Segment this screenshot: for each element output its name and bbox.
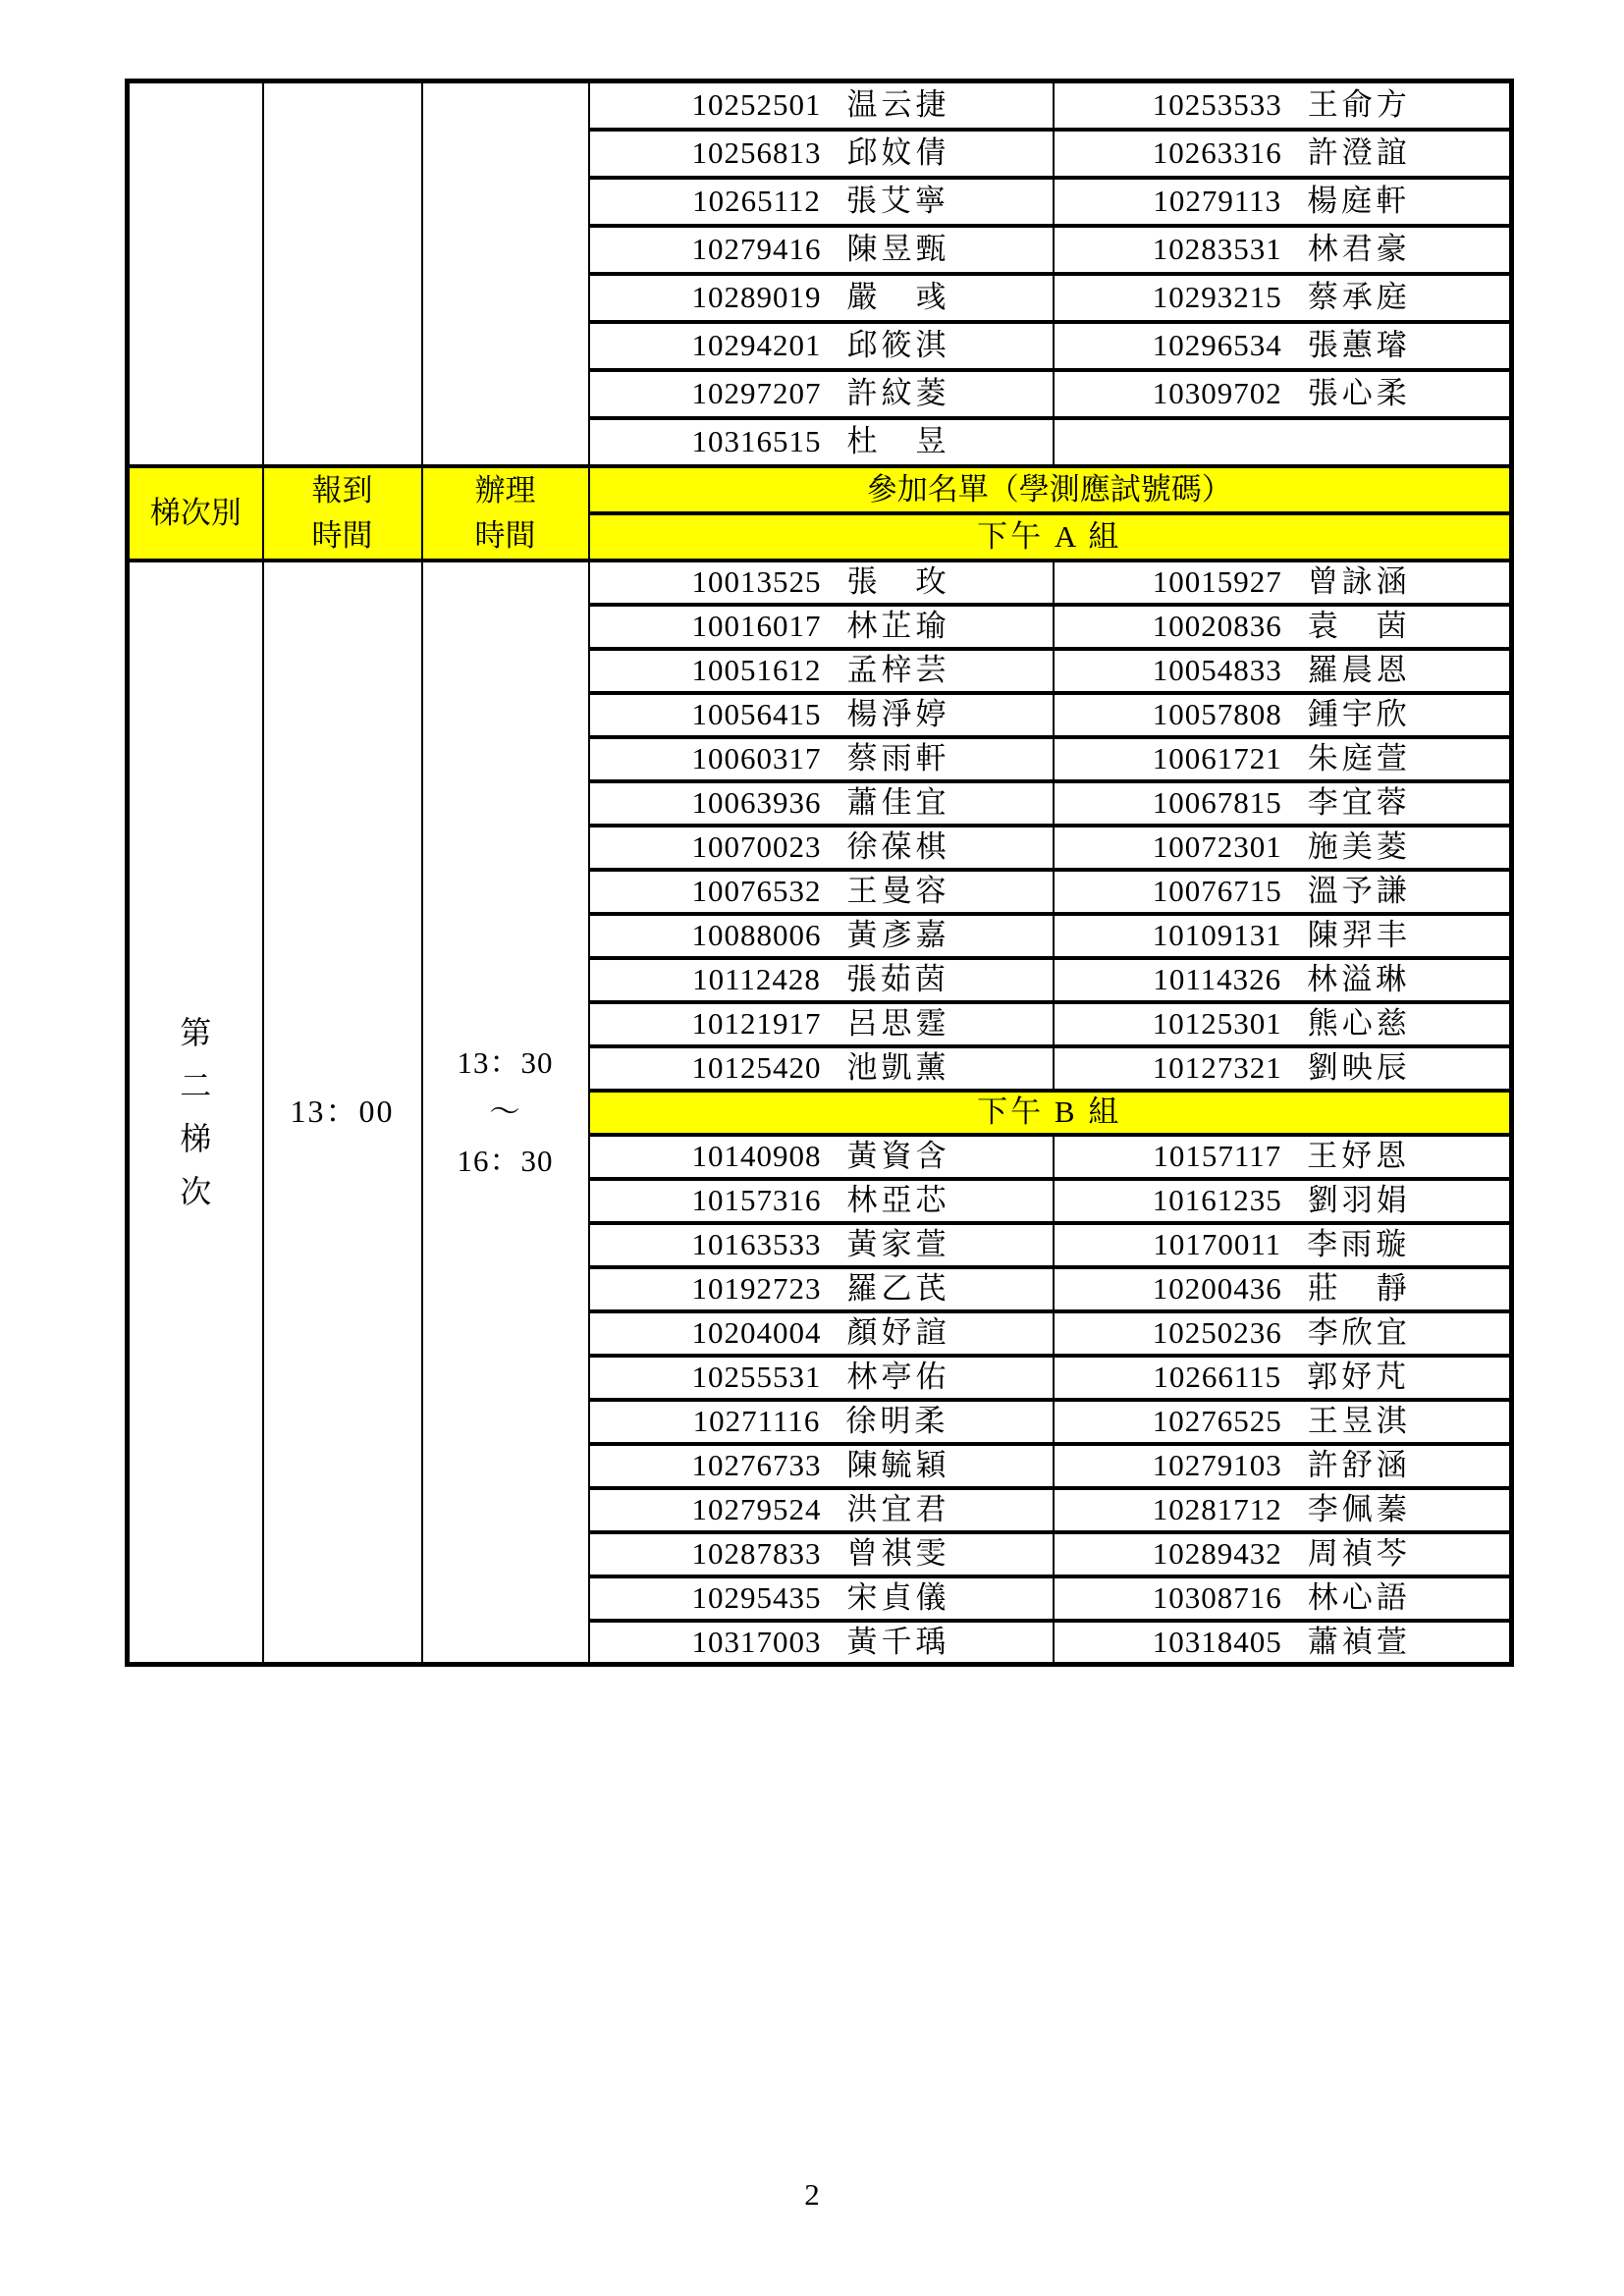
roster-cell [589,1444,1054,1488]
table-row [128,466,1512,513]
roster-cell [1054,1400,1512,1444]
candidate-id: 10157316 [691,1183,822,1218]
candidate-id: 10281712 [1152,1492,1282,1527]
roster-cell [1054,1311,1512,1356]
candidate-id: 10161235 [1152,1183,1282,1218]
empty-cell [263,81,422,466]
roster-cell [589,370,1054,418]
candidate-id: 10121917 [691,1006,822,1041]
top-section [128,81,1512,466]
page-number: 2 [804,2177,820,2212]
roster-cell [589,649,1054,693]
session-process-time-line: 16：30 [457,1143,554,1178]
session-tier-char: 梯 [180,1120,212,1156]
session-checkin-time: 13：00 [263,561,422,1665]
session-tier-cell [128,561,263,1665]
candidate-name: 張茹茵 [845,962,949,997]
candidate-name: 徐明柔 [845,1404,949,1439]
candidate-id: 10318405 [1152,1624,1282,1659]
roster-cell [589,826,1054,870]
candidate-name: 楊淨婷 [846,697,950,732]
candidate-name: 顏妤諠 [846,1315,950,1351]
candidate-id: 10204004 [691,1315,822,1351]
candidate-name: 宋貞儀 [846,1580,950,1616]
roster-cell [589,130,1054,178]
candidate-id: 10109131 [1152,918,1282,953]
session-process-time-line: 13：30 [457,1044,554,1080]
candidate-name: 周禎芩 [1307,1536,1411,1572]
roster-cell [1054,781,1512,826]
candidate-id: 10054833 [1152,653,1282,688]
roster-cell [1054,561,1512,605]
roster-cell [589,1267,1054,1311]
candidate-name: 徐葆棋 [846,829,950,865]
roster-cell [1054,1576,1512,1621]
candidate-name: 張心柔 [1307,376,1411,411]
candidate-id: 10163533 [691,1227,822,1262]
candidate-name: 許舒涵 [1307,1448,1411,1483]
candidate-name: 施美菱 [1307,829,1411,865]
roster-cell [1054,693,1512,737]
candidate-name: 林亭佑 [846,1360,950,1395]
candidate-id: 10061721 [1152,741,1282,776]
candidate-name: 呂思霆 [846,1006,950,1041]
candidate-name: 曾祺雯 [846,1536,950,1572]
candidate-id: 10293215 [1152,280,1282,315]
candidate-name: 蕭禎萱 [1307,1624,1411,1659]
roster-cell [589,561,1054,605]
roster-cell [589,226,1054,274]
candidate-name: 李宜蓉 [1307,785,1411,821]
candidate-name: 温云捷 [846,87,950,123]
candidate-name: 張艾寧 [845,184,949,219]
candidate-id: 10013525 [691,564,822,600]
candidate-id: 10157117 [1153,1139,1282,1174]
candidate-name: 林芷瑜 [846,609,950,644]
roster-cell [1054,1002,1512,1046]
candidate-name: 邱妏倩 [846,135,950,171]
candidate-name: 莊 靜 [1307,1271,1411,1307]
candidate-id: 10297207 [691,376,822,411]
roster-cell [1054,130,1512,178]
candidate-name: 孟梓芸 [846,653,950,688]
roster-cell [589,1046,1054,1091]
candidate-name: 蔡承庭 [1307,280,1411,315]
candidate-name: 溫予謙 [1307,874,1411,909]
roster-cell [589,870,1054,914]
header-cell-list-title: 參加名單（學測應試號碼） [589,466,1512,513]
candidate-id: 10263316 [1152,135,1282,171]
roster-cell [1054,649,1512,693]
candidate-id: 10287833 [691,1536,822,1572]
header-process-line2: 時間 [474,517,536,553]
candidate-name: 林亞芯 [846,1183,950,1218]
candidate-id: 10279524 [691,1492,822,1527]
candidate-id: 10060317 [691,741,822,776]
roster-cell [1054,226,1512,274]
candidate-id: 10252501 [691,87,822,123]
session-tier-char: 次 [180,1173,212,1209]
roster-cell [1054,914,1512,958]
roster-cell [1054,1621,1512,1665]
candidate-name: 陳毓穎 [846,1448,950,1483]
candidate-id: 10271116 [692,1404,821,1439]
candidate-name: 羅乙芪 [846,1271,950,1307]
candidate-id: 10070023 [691,829,822,865]
roster-cell [1054,1046,1512,1091]
roster-cell [589,693,1054,737]
roster-cell [589,1223,1054,1267]
roster-cell [589,1002,1054,1046]
candidate-name: 蔡雨軒 [846,741,950,776]
roster-cell [589,1488,1054,1532]
candidate-id: 10279113 [1153,184,1282,219]
table-row [128,81,1512,130]
candidate-name: 劉映辰 [1307,1050,1411,1086]
candidate-id: 10140908 [691,1139,822,1174]
roster-cell [589,1576,1054,1621]
candidate-name: 楊庭軒 [1307,184,1411,219]
session-process-time [422,561,589,1665]
header-checkin-line1: 報到 [311,472,373,507]
header-band [128,466,1512,561]
candidate-name: 黃資含 [846,1139,950,1174]
candidate-name: 黃千瑀 [846,1624,950,1659]
candidate-name: 張蕙璿 [1307,328,1411,363]
roster-cell [589,274,1054,322]
roster-cell [1054,81,1512,130]
roster-cell [589,1400,1054,1444]
roster-cell [589,781,1054,826]
table-row [128,561,1512,605]
candidate-name: 黃彥嘉 [846,918,950,953]
candidate-name: 嚴 彧 [846,280,950,315]
candidate-name: 洪宜君 [846,1492,950,1527]
roster-cell [1054,1267,1512,1311]
candidate-id: 10072301 [1152,829,1282,865]
candidate-id: 10309702 [1152,376,1282,411]
candidate-id: 10076532 [691,874,822,909]
candidate-id: 10294201 [691,328,822,363]
candidate-id: 10015927 [1152,564,1282,600]
candidate-id: 10057808 [1152,697,1282,732]
roster-cell [1054,1223,1512,1267]
candidate-id: 10051612 [691,653,822,688]
roster-cell [1054,1488,1512,1532]
candidate-name: 蕭佳宜 [846,785,950,821]
roster-cell [1054,1135,1512,1179]
roster-cell [589,737,1054,781]
roster-cell [589,1356,1054,1400]
candidate-id: 10295435 [691,1580,822,1616]
candidate-name: 袁 茵 [1307,609,1411,644]
candidate-id: 10276733 [691,1448,822,1483]
candidate-id: 10265112 [692,184,821,219]
roster-cell [589,605,1054,649]
candidate-id: 10283531 [1152,232,1282,267]
candidate-id: 10296534 [1152,328,1282,363]
candidate-name: 池凱薰 [846,1050,950,1086]
candidate-id: 10317003 [691,1624,822,1659]
roster-table [125,79,1514,1667]
candidate-id: 10127321 [1152,1050,1282,1086]
candidate-id: 10056415 [691,697,822,732]
candidate-name: 李欣宜 [1307,1315,1411,1351]
empty-cell [422,81,589,466]
candidate-id: 10266115 [1153,1360,1282,1395]
roster-cell [589,914,1054,958]
session-tier-char: 二 [180,1067,212,1103]
roster-cell [1054,322,1512,370]
roster-cell [589,1135,1054,1179]
candidate-name: 陳羿丰 [1307,918,1411,953]
candidate-name: 劉羽娟 [1307,1183,1411,1218]
candidate-id: 10076715 [1152,874,1282,909]
roster-cell [589,81,1054,130]
candidate-id: 10170011 [1153,1227,1282,1262]
roster-cell [589,178,1054,226]
roster-cell [1054,1356,1512,1400]
roster-cell [1054,274,1512,322]
session-section [128,561,1512,1665]
header-cell-tier: 梯次別 [128,466,263,561]
candidate-id: 10256813 [691,135,822,171]
roster-cell [1054,605,1512,649]
candidate-id: 10289432 [1152,1536,1282,1572]
candidate-id: 10125420 [691,1050,822,1086]
candidate-name: 李雨璇 [1307,1227,1411,1262]
candidate-name: 許澄誼 [1307,135,1411,171]
empty-cell [128,81,263,466]
candidate-id: 10289019 [691,280,822,315]
roster-cell [1054,958,1512,1002]
roster-cell [589,418,1054,466]
candidate-name: 黃家萱 [846,1227,950,1262]
roster-cell [589,1532,1054,1576]
roster-cell [1054,418,1512,466]
header-cell-group-b: 下午 B 組 [589,1091,1512,1135]
candidate-id: 10063936 [691,785,822,821]
candidate-id: 10253533 [1152,87,1282,123]
header-cell-process-time [422,466,589,561]
candidate-name: 林君豪 [1307,232,1411,267]
roster-cell [1054,1444,1512,1488]
candidate-id: 10016017 [691,609,822,644]
candidate-id: 10308716 [1152,1580,1282,1616]
candidate-id: 10020836 [1152,609,1282,644]
candidate-id: 10067815 [1152,785,1282,821]
roster-cell [1054,826,1512,870]
candidate-name: 曾詠涵 [1307,564,1411,600]
candidate-name: 朱庭萱 [1307,741,1411,776]
candidate-name: 林溢琳 [1307,962,1411,997]
header-cell-group-a: 下午 A 組 [589,513,1512,561]
candidate-id: 10250236 [1152,1315,1282,1351]
roster-cell [1054,1532,1512,1576]
candidate-id: 10276525 [1152,1404,1282,1439]
candidate-name: 許紋菱 [846,376,950,411]
candidate-name: 邱筱淇 [846,328,950,363]
roster-cell [1054,178,1512,226]
roster-cell [589,1621,1054,1665]
roster-cell [589,958,1054,1002]
candidate-name: 張 玫 [846,564,950,600]
header-process-line1: 辦理 [474,472,536,507]
candidate-id: 10316515 [691,424,822,459]
candidate-name: 王曼容 [846,874,950,909]
candidate-name: 杜 昱 [846,424,950,459]
roster-cell [589,1311,1054,1356]
session-process-time-line: ～ [489,1094,521,1129]
candidate-name: 林心語 [1307,1580,1411,1616]
candidate-id: 10114326 [1153,962,1282,997]
candidate-id: 10112428 [692,962,821,997]
candidate-name: 陳昱甄 [846,232,950,267]
candidate-id: 10255531 [691,1360,822,1395]
roster-cell [1054,870,1512,914]
candidate-id: 10279103 [1152,1448,1282,1483]
candidate-id: 10088006 [691,918,822,953]
candidate-name: 王俞方 [1307,87,1411,123]
candidate-name: 王妤恩 [1307,1139,1411,1174]
roster-cell [1054,737,1512,781]
candidate-name: 羅晨恩 [1307,653,1411,688]
candidate-name: 鍾宇欣 [1307,697,1411,732]
header-checkin-line2: 時間 [311,517,373,553]
candidate-name: 郭妤芃 [1307,1360,1411,1395]
session-tier-char: 第 [180,1014,212,1050]
roster-cell [589,1179,1054,1223]
roster-cell [1054,1179,1512,1223]
roster-cell [589,322,1054,370]
candidate-name: 熊心慈 [1307,1006,1411,1041]
candidate-id: 10125301 [1152,1006,1282,1041]
candidate-name: 王昱淇 [1307,1404,1411,1439]
candidate-id: 10192723 [691,1271,822,1307]
header-cell-checkin-time [263,466,422,561]
candidate-id: 10279416 [691,232,822,267]
candidate-id: 10200436 [1152,1271,1282,1307]
roster-cell [1054,370,1512,418]
candidate-name: 李佩蓁 [1307,1492,1411,1527]
